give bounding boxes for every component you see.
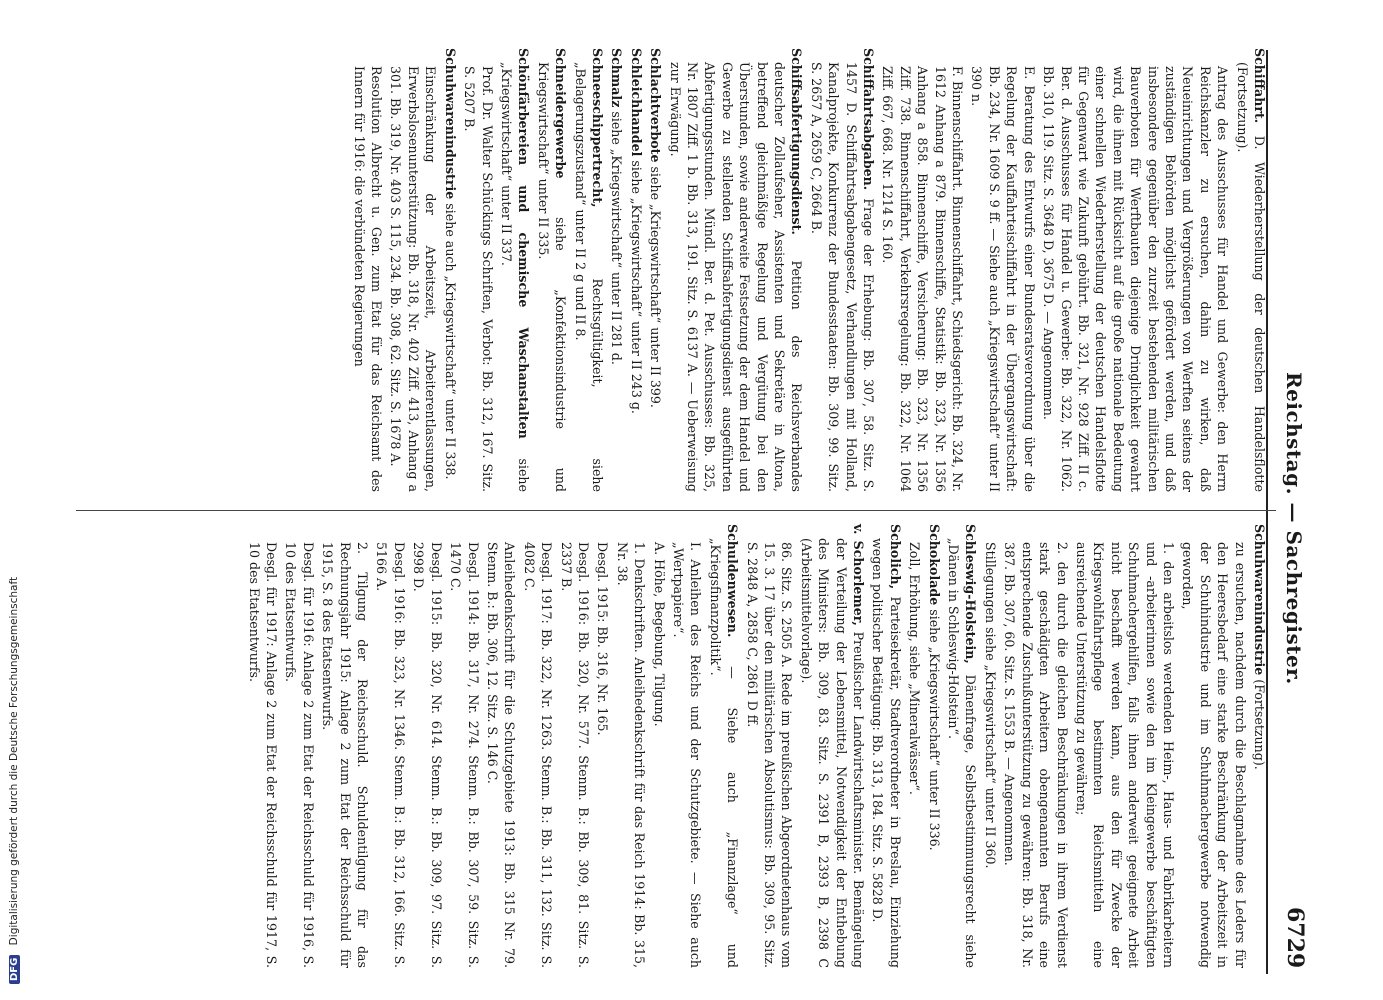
register-entry: [666, 48, 805, 492]
entry-text: Rechtsgültigkeit, siehe „Belagerungszustand“ unter II 2 g und II 8.: [572, 62, 605, 492]
register-entry: [797, 524, 867, 968]
register-entry: [410, 524, 445, 968]
register-entry: [1179, 524, 1249, 968]
entry-text: siehe „Kriegswirtschaft“ unter II 337.: [498, 62, 532, 492]
entry-text: Antrag des Ausschusses für Handel und Gewerbe: den Herrn Reichskanzler zu ersuchen, dahin zu wirken, daß Neueinrichtungen und Vergrößerungen von Werften seitens der zuständigen Behörden möglichst gefördert werden, und daß insbesondere gegenüber den zurzeit bestehenden militärischen Bauverboten für Werftbauten diejenige Dringlichkeit gewahrt wird, die ihnen mit Rücksicht auf die große nationale Bedeutung einer schnellen Wiederherstellung der deutschen Handelsflotte für Gegenwart wie Zukunft gebührt. Bb. 321, Nr. 928 Ziff. II c. Ber. d. Ausschusses für Handel u. Gewerbe: Bb. 322, Nr. 1062. Bb. 310, 119. Sitz. S. 3648 D, 3675 D. — Angenommen.: [1041, 66, 1231, 492]
entry-text: 86. Sitz. S. 2505 A. Rede im preußischen Abgeordnetenhaus vom 15. 3. 17 über den militärischen Absolutismus: Bb. 309, 95. Sitz. S. 2848 A, 2858 C, 2861 D ff.: [744, 542, 795, 968]
entry-text: E. Beratung des Entwurfs einer Bundesratsverordnung über die Regelung der Kauffahrteischiffahrt in der Übergangswirtschaft: Bb. 234, Nr. 1609 S. 9 ff. — Siehe auch „Kriegswirtschaft“ unter II 390 n.: [969, 66, 1037, 492]
entry-text: Desgl. für 1916: Anlage 2 zum Etat der Reichsschuld für 1916, S. 10 des Etatsentwurfs.: [283, 542, 316, 968]
entry-text: Desgl. 1916: Bb. 320, Nr. 577. Stenm. B.: Bb. 309, 81. Sitz. S. 2337 B.: [558, 542, 591, 968]
register-entry: [1040, 48, 1231, 492]
entry-text: Desgl. 1916: Bb. 323, Nr. 1346. Stenm. B.: Bb. 312, 166. Sitz. S. 5166 A.: [374, 542, 407, 968]
register-entry: [520, 524, 555, 968]
entry-text: Desgl. 1914: Bb. 317, Nr. 274. Stenm. B.: Bb. 307, 59. Sitz. S. 1470 C.: [448, 542, 481, 968]
register-entry: [879, 48, 966, 492]
entry-text: 2. den durch die gleichen Beschränkungen in ihrem Verdienst stark geschädigten Arbeitern obengenannten Berufs eine entsprechende Zuschußunterstützung zu gewähren: Bb. 318, Nr. 387. Bb. 307, 60. Sitz. S. 1553 B. — Angenommen.: [1002, 542, 1070, 968]
right-column: [243, 524, 1268, 968]
document-page: [20, 42, 1330, 982]
entry-keyword: v. Schorlemer,: [851, 524, 867, 626]
register-entry: [441, 48, 458, 492]
entry-text: (Fortsetzung).: [1252, 679, 1267, 770]
left-column: [348, 48, 1268, 492]
entry-keyword: Schneidergewerbe: [553, 48, 569, 179]
entry-text: Dänenfrage, Selbstbestimmungsrecht siehe „Dänen in Schleswig-Holstein“.: [946, 538, 979, 968]
entry-keyword: Schleswig-Holstein,: [963, 524, 979, 664]
entry-text: F. Binnenschiffahrt. Binnenschiffahrt, Schiedsgericht: Bb. 324, Nr. 1612 Anhang a 879. Binnenschiffe, Statistik: Bb. 323, Nr. 1356 Anhang a 858. Binnenschiffe, Versicherung: Bb. 323, Nr. 1356 Ziff. 738. Binnenschiffahrt, Verkehrsregelung: Bb. 322, Nr. 1064 Ziff. 667, 668. Nr. 1214 S. 160.: [880, 66, 966, 492]
register-entry: [1233, 48, 1268, 492]
entry-keyword: Schlachtverbote: [648, 48, 664, 163]
register-entry: [706, 524, 741, 968]
dfg-logo: DFG: [9, 955, 20, 984]
register-entry: [319, 524, 371, 968]
running-title: Reichstag. — Sachregister.: [1282, 372, 1306, 685]
entry-text: siehe „Kriegswirtschaft“ unter II 243 g.: [628, 160, 644, 414]
entry-text: Preußischer Landwirtschaftsminister. Bemängelung der Verteilung der Lebensmittel, Notwendigkeit der Enthebung des Ministers: Bb. 309, 83. Sitz. S. 2391 B, 2393 B, 2398 C (Arbeitsmittelvorlage).: [798, 538, 867, 968]
register-entry: [968, 48, 1038, 492]
page-number: 6729: [1282, 907, 1308, 969]
entry-text: Petition des Reichsverbandes deutscher Zollaufseher, Assistenten und Sekretäre in Altona, betreffend gleichmäßige Regelung und Vergütung bei den Überstunden, sowie anderweite Festsetzung der dem Handel und Gewerbe zu stellenden Schiffsabfertigungsdienst ausgeführten Abfertigungsstunden. Mündl. Ber. d. Pet. Ausschusses: Bb. 325, Nr. 1807 Ziff. 1 b. Bb. 313, 191. Sitz. S. 6137 A. — Ueberweisung zur Erwägung.: [667, 62, 805, 492]
entry-text: Desgl. für 1917: Anlage 2 zum Etat der Reichsschuld für 1917, S. 10 des Etatsentwurfs.: [246, 542, 280, 968]
entry-text: A. Höhe, Begebung, Tilgung.: [651, 542, 667, 727]
entry-text: siehe „Kriegswirtschaft“ unter II 336.: [926, 609, 942, 851]
register-entry: [498, 48, 533, 492]
column-divider: [76, 510, 1276, 511]
register-entry: [1251, 524, 1268, 968]
funding-note-text: Digitalisierung gefördert durch die Deutsche Forschungsgemeinschaft: [8, 576, 20, 946]
register-entry: [608, 48, 625, 492]
entry-text: siehe „Konfektionsindustrie und Kriegswirtschaft“ unter II 335.: [535, 62, 569, 492]
entry-keyword: Scholich,: [887, 524, 903, 590]
entry-text: Desgl. 1915: Bb. 316, Nr. 165.: [595, 542, 611, 736]
entry-text: siehe auch „Kriegswirtschaft“ unter II 338.: [442, 203, 458, 480]
entry-keyword: Schuldenwesen.: [725, 524, 741, 638]
register-entry: [945, 524, 980, 968]
entry-keyword: Schiffsabfertigungsdienst.: [789, 48, 805, 235]
register-entry: [613, 524, 648, 968]
entry-keyword: Schuhwarenindustrie: [1252, 524, 1267, 676]
register-entry: [982, 524, 999, 968]
entry-text: 2. Tilgung der Reichsschuld. Schuldentilgung für das Rechnungsjahr 1915: Anlage 2 zum Etat der Reichsschuld für 1915, S. 8 des Etatsentwurfs.: [320, 542, 371, 968]
entry-text: Desgl. 1915: Bb. 320, Nr. 614. Stenm. B.: Bb. 309, 97. Sitz. S. 2998 D.: [411, 542, 444, 968]
register-entry: [571, 48, 606, 492]
register-entry: [670, 524, 705, 968]
register-entry: [387, 48, 439, 492]
entry-keyword: Schönfärbereien und chemische Waschanstalten: [516, 48, 532, 439]
entry-keyword: Schiffahrtsabgaben.: [861, 48, 877, 191]
entry-keyword: Schleichhandel: [628, 48, 644, 157]
register-entry: [447, 524, 482, 968]
funding-note: [8, 12, 22, 984]
register-entry: [925, 524, 942, 968]
entry-text: Anleihedenkschrift für die Schutzgebiete 1913: Bb. 315 Nr. 79. Stenm. B.: Bb. 306, 12. Sitz. S. 146 C.: [484, 542, 518, 968]
entry-text: Stillegungen siehe „Kriegswirtschaft“ unter II 360.: [982, 542, 998, 869]
entry-text: 1. Denkschriften. Anleihedenkschrift für das Reich 1914: Bb. 315, Nr. 38.: [614, 542, 648, 968]
entry-keyword: Schokolade: [926, 524, 942, 606]
register-entry: [743, 524, 795, 968]
entry-text: siehe „Kriegswirtschaft“ unter II 281 d.: [609, 111, 625, 365]
entry-text: zu ersuchen, nachdem durch die Beschlagnahme des Leders für den Heeresbedarf eine starke Beschränkung der Arbeitszeit in der Schuhindustrie und im Schuhmachergewerbe notwendig geworden,: [1180, 542, 1248, 968]
register-entry: [647, 48, 664, 492]
register-entry: [484, 524, 519, 968]
register-entry: [627, 48, 644, 492]
entry-keyword: Schmalz: [609, 48, 625, 108]
register-entry: [1073, 524, 1177, 968]
entry-text: — Siehe auch „Finanzlage“ und „Kriegsfinanzpolitik“.: [707, 538, 741, 968]
entry-keyword: Schneeschippertrecht,: [589, 48, 605, 208]
entry-keyword: Schuhwarenindustrie: [442, 48, 458, 200]
entry-keyword: Schiffahrt.: [1252, 48, 1267, 124]
entry-text: Resolution Albrecht u. Gen. zum Etat für das Reichsamt des Innern für 1916: die verbündeten Regierungen: [351, 66, 385, 492]
entry-text: Prof. Dr. Walter Schückings Schriften, Verbot: Bb. 312, 167. Sitz. S. 5207 B.: [462, 66, 495, 492]
register-entry: [650, 524, 667, 968]
entry-text: Frage der Erhebung: Bb. 307, 58. Sitz. S. 1457 D. Schiffahrtsabgabengesetz, Verhandlungen mit Holland, Kanalprojekte, Konkurrenz der Bundesstaaten: Bb. 309, 99. Sitz. S. 2657 A, 2659 C, 2664 B.: [808, 62, 877, 492]
entry-text: siehe „Kriegswirtschaft“ unter II 399.: [648, 166, 664, 408]
register-entry: [461, 48, 496, 492]
entry-text: Parteisekretär, Stadtverordneter in Breslau, Einziehung wegen politischer Betätigung: Bb. 313, 184. Sitz. S. 5828 D.: [870, 538, 903, 968]
entry-text: Einschränkung der Arbeitszeit, Arbeiterentlassungen, Erwerbslosenunterstützung: Bb. 318, Nr. 402 Ziff. 413, Anhang a 301. Bb. 319, Nr. 403 S. 115, 234. Bb. 308, 62. Sitz. S. 1678 A.: [388, 66, 439, 492]
entry-text: 1. den arbeitslos werdenden Heim-, Haus- und Fabrikarbeitern und -arbeiterinnen sowie den im Kleingewerbe beschäftigten Schuhmachergehilfen, falls ihnen anderweit geeignete Arbeit nicht beschafft werden kann, aus den für Zwecke der Kriegswohlfahrtspflege bestimmten Reichsmitteln eine ausreichende Unterstützung zu gewähren;: [1073, 542, 1176, 968]
register-entry: [594, 524, 611, 968]
entry-text: Zoll, Erhöhung, siehe „Mineralwässer“.: [907, 542, 923, 795]
entry-text: Desgl. 1917: Bb. 322, Nr. 1263. Stenm. B.: Bb. 311, 132. Sitz. S. 4082 C.: [521, 542, 555, 968]
register-entry: [534, 48, 569, 492]
register-entry: [869, 524, 904, 968]
register-entry: [245, 524, 280, 968]
register-entry: [282, 524, 317, 968]
register-entry: [906, 524, 923, 968]
entry-text: I. Anleihen des Reichs und der Schutzgebiete. — Siehe auch „Wertpapiere“.: [671, 542, 704, 968]
register-entry: [807, 48, 877, 492]
register-entry: [350, 48, 385, 492]
register-entry: [1001, 524, 1071, 968]
entry-text: D. Wiederherstellung der deutschen Handelsflotte (Fortsetzung).: [1234, 62, 1267, 492]
register-entry: [373, 524, 408, 968]
register-entry: [557, 524, 592, 968]
page-header: [1276, 42, 1316, 982]
